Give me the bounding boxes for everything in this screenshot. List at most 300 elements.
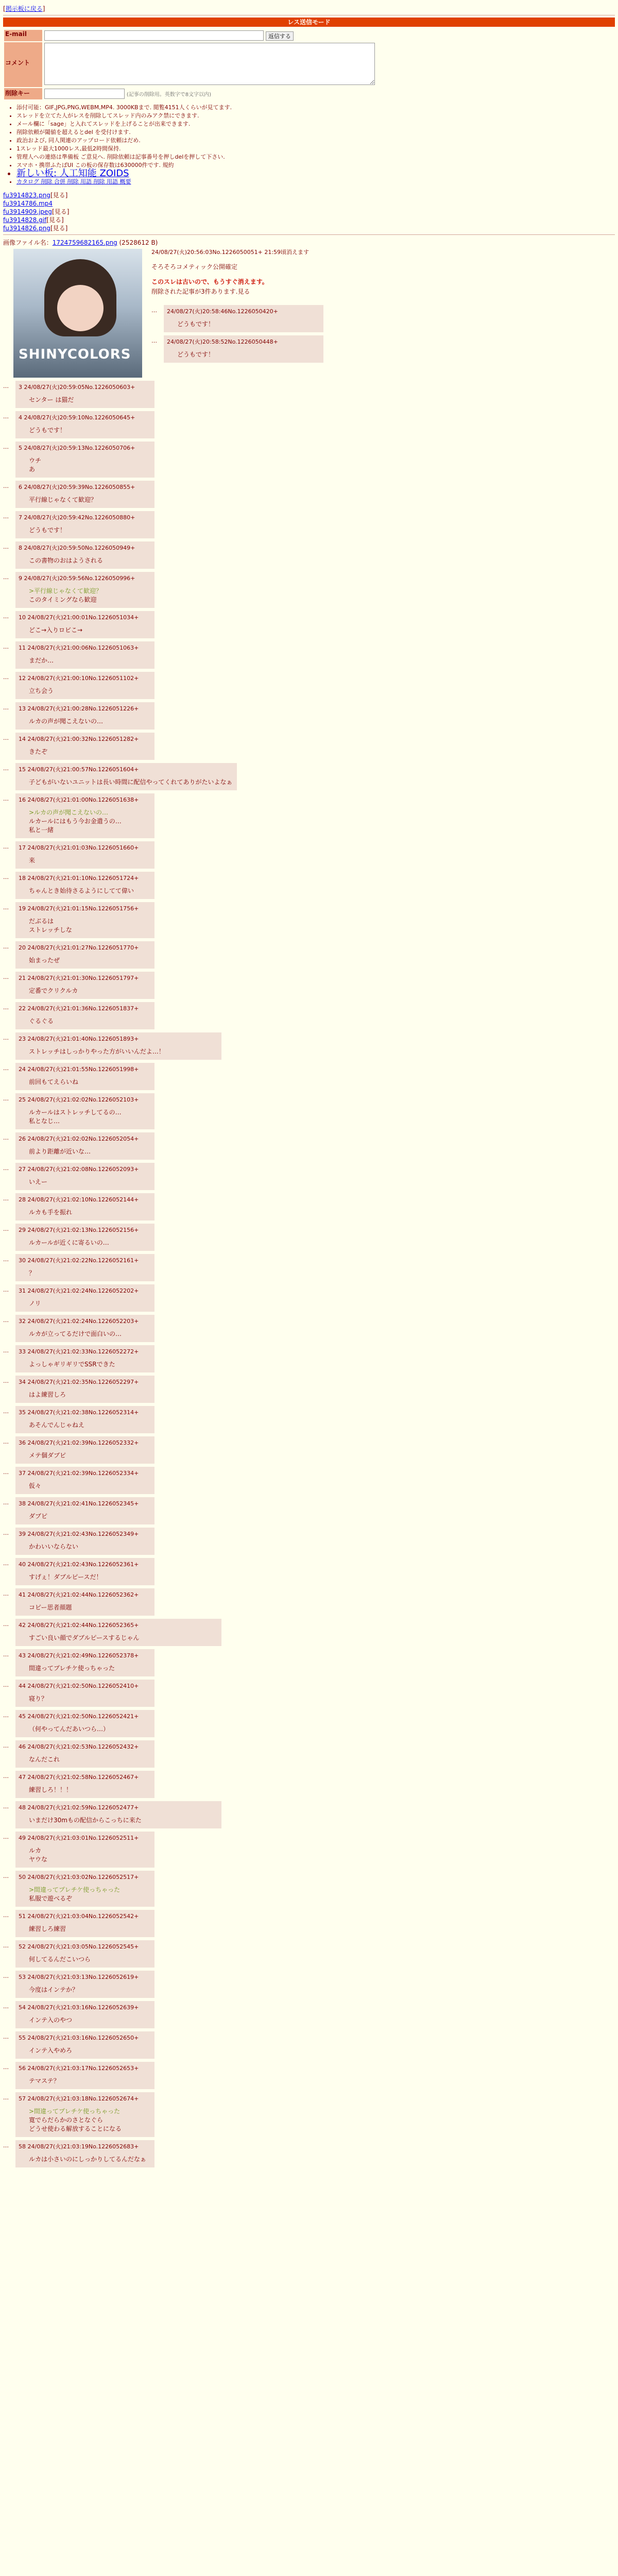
reply-post: [3, 763, 615, 790]
reply-box: [15, 1619, 221, 1646]
reply-box: [15, 1558, 154, 1585]
reply-header[interactable]: 57 24/08/27(火)21:03:18No.1226052674+: [19, 2095, 139, 2102]
reply-header[interactable]: 25 24/08/27(火)21:02:02No.1226052103+: [19, 1096, 139, 1103]
reply-post: [3, 1832, 615, 1868]
reply-indent: …: [3, 1378, 9, 1384]
reply-text: ストレッチはしっかりやった方がいいんだよ…！: [29, 1048, 165, 1055]
reply-box: [15, 1436, 154, 1464]
reply-header[interactable]: 30 24/08/27(火)21:02:22No.1226052161+: [19, 1257, 139, 1264]
reply-form: [3, 29, 377, 100]
reply-box: [15, 1910, 154, 1937]
reply-header[interactable]: 48 24/08/27(火)21:02:59No.1226052477+: [19, 1804, 139, 1811]
reply-indent: …: [3, 735, 9, 741]
reply-text: どうもです！: [177, 351, 215, 358]
submit-reply-button[interactable]: 返信する: [266, 31, 294, 41]
reply-text: いまだけ30mもの配信からこっちに来た: [29, 1817, 142, 1824]
reply-header[interactable]: 24/08/27(火)20:58:52No.1226050448+: [167, 338, 278, 345]
reply-text: （何やってんだあいつら…）: [29, 1725, 110, 1733]
reply-post: [3, 1528, 615, 1555]
rule-item: • メール欄に「sage」と入れてスレッドを上げることが出来できます.: [16, 120, 615, 128]
reply-header[interactable]: 41 24/08/27(火)21:02:44No.1226052362+: [19, 1591, 139, 1598]
op-line: そろそろコメティック公開確定: [151, 263, 238, 270]
reply-header[interactable]: 40 24/08/27(火)21:02:43No.1226052361+: [19, 1561, 139, 1568]
thumb-face-shape: [57, 285, 104, 331]
reply-text: 寝り？: [29, 1695, 48, 1702]
rule-item: • 管理人への連絡は準備板 ご意見へ. 削除依頼は記事番号を押しdelを押して下さい.: [16, 153, 615, 161]
reply-indent: …: [3, 1165, 9, 1172]
reply-box: [15, 672, 154, 699]
reply-text: どうもです！: [177, 320, 215, 328]
uploaded-files-list: [3, 191, 615, 232]
rule-item: • スレッドを立てた人がレスを削除してスレッド内のみアク禁にできます.: [16, 112, 615, 120]
reply-indent: …: [3, 1803, 9, 1810]
reply-post: [3, 1910, 615, 1937]
reply-text: いえー: [29, 1178, 48, 1185]
reply-post: [3, 1558, 615, 1585]
reply-mode-bar: レス送信モード: [3, 18, 615, 27]
reply-box: [15, 381, 154, 408]
reply-text: ウチ あ: [29, 457, 42, 473]
reply-indent: …: [3, 1682, 9, 1688]
reply-header[interactable]: 9 24/08/27(火)20:59:56No.1226050996+: [19, 575, 135, 582]
reply-text: すごい良い顔でダブルピースするじゃん: [29, 1634, 140, 1641]
reply-post: [3, 1254, 615, 1281]
reply-header[interactable]: 54 24/08/27(火)21:03:16No.1226052639+: [19, 2004, 139, 2011]
reply-text: ルカは小さいのにしっかりしてるんだなぁ: [29, 2156, 147, 2163]
reply-post: [3, 972, 615, 999]
reply-indent: …: [3, 795, 9, 802]
reply-text: 仮々: [29, 1482, 42, 1489]
reply-text: 平行線じゃなくて歓迎？: [29, 496, 97, 503]
file-row: [3, 199, 615, 208]
reply-text: このタイミングなら歓迎: [29, 596, 97, 603]
reply-box: [15, 1940, 154, 1968]
reply-post: [3, 1497, 615, 1524]
reply-header[interactable]: 50 24/08/27(火)21:03:02No.1226052517+: [19, 1874, 139, 1880]
reply-header[interactable]: 42 24/08/27(火)21:02:44No.1226052365+: [19, 1622, 139, 1629]
reply-text: ノリ: [29, 1300, 41, 1307]
reply-box: [15, 1284, 154, 1312]
reply-indent: …: [3, 643, 9, 650]
reply-indent: …: [3, 1226, 9, 1232]
reply-indent: …: [3, 1317, 9, 1324]
reply-indent: …: [3, 574, 9, 581]
reply-post: [3, 1467, 615, 1494]
reply-box: [15, 2001, 154, 2028]
reply-indent: …: [3, 674, 9, 681]
op-header: 24/08/27(火)20:56:03No.1226050051+ 21:59頃消えます: [151, 249, 310, 256]
reply-box: [15, 1680, 154, 1707]
reply-header[interactable]: 18 24/08/27(火)21:01:10No.1226051724+: [19, 875, 139, 882]
reply-post: [3, 1588, 615, 1616]
reply-box: [15, 872, 154, 899]
reply-text: ルカが立ってるだけで面白いの…: [29, 1330, 122, 1337]
reply-header[interactable]: 52 24/08/27(火)21:03:05No.1226052545+: [19, 1943, 139, 1950]
catalog-links-line: [16, 178, 615, 186]
reply-header[interactable]: 53 24/08/27(火)21:03:13No.1226052619+: [19, 1974, 139, 1980]
shinycolors-logo: SHINYCOLORS: [19, 347, 131, 362]
reply-indent: …: [3, 1408, 9, 1415]
reply-text: 子どもがいないユニットは長い時間に配信やってくれてありがたいよなぁ: [29, 778, 233, 786]
reply-text: ダブピ: [29, 1513, 48, 1520]
file-link[interactable]: fu3914909.jpeg: [3, 208, 53, 215]
reply-box: [15, 1002, 154, 1029]
reply-header[interactable]: 11 24/08/27(火)21:00:06No.1226051063+: [19, 645, 139, 651]
reply-indent: …: [3, 1499, 9, 1506]
reply-box: [15, 841, 154, 869]
reply-indent: …: [3, 1095, 9, 1102]
reply-box: [15, 2031, 154, 2059]
reply-header[interactable]: 20 24/08/27(火)21:01:27No.1226051770+: [19, 944, 139, 951]
reply-indent: …: [3, 765, 9, 772]
reply-post: [3, 1163, 615, 1190]
reply-text: 定番でクリクルカ: [29, 987, 78, 994]
email-field[interactable]: [44, 30, 264, 41]
reply-box: [15, 572, 154, 608]
reply-box: [15, 1032, 221, 1060]
file-link[interactable]: fu3914826.png: [3, 225, 50, 232]
file-row: [3, 216, 615, 224]
reply-post: [3, 2092, 615, 2137]
reply-header[interactable]: 32 24/08/27(火)21:02:24No.1226052203+: [19, 1318, 139, 1325]
reply-header[interactable]: 51 24/08/27(火)21:03:04No.1226052542+: [19, 1913, 139, 1920]
reply-box: [15, 1406, 154, 1433]
reply-quote: >間違ってプレチケ使っちゃった: [29, 2108, 121, 2115]
reply-post: [151, 305, 615, 332]
reply-header[interactable]: 55 24/08/27(火)21:03:16No.1226052650+: [19, 2035, 139, 2041]
reply-text: なんだこれ: [29, 1756, 60, 1763]
reply-quote: >ルカの声が聞こえないの…: [29, 809, 109, 816]
file-view-link[interactable]: [見る]: [50, 192, 68, 199]
reply-box: [15, 1832, 154, 1868]
reply-header[interactable]: 46 24/08/27(火)21:02:53No.1226052432+: [19, 1743, 139, 1750]
file-link[interactable]: fu3914828.gif: [3, 216, 47, 224]
reply-indent: …: [3, 704, 9, 711]
reply-header[interactable]: 39 24/08/27(火)21:02:43No.1226052349+: [19, 1531, 139, 1537]
reply-box: [15, 1132, 154, 1160]
reply-post: [3, 1406, 615, 1433]
back-to-board-link[interactable]: 掲示板に戻る: [5, 5, 43, 12]
comment-label: コメント: [4, 42, 42, 87]
reply-box: [15, 1315, 154, 1342]
reply-box: [15, 1497, 154, 1524]
reply-header[interactable]: 34 24/08/27(火)21:02:35No.1226052297+: [19, 1379, 139, 1385]
reply-header[interactable]: 24/08/27(火)20:58:46No.1226050420+: [167, 308, 278, 315]
reply-text: 練習しろ！！！: [29, 1786, 73, 1793]
reply-indent: …: [3, 1712, 9, 1719]
reply-text: どうもです！: [29, 427, 66, 434]
reply-box: [15, 611, 154, 638]
reply-indent: …: [3, 1560, 9, 1567]
reply-indent: …: [3, 1347, 9, 1354]
reply-box: [15, 1528, 154, 1555]
reply-text: 今度はインテか？: [29, 1986, 79, 1993]
reply-indent: …: [3, 1834, 9, 1840]
reply-post: [3, 1649, 615, 1676]
op-deleted-note: 削除された記事が3件あります.見る: [151, 288, 250, 295]
new-boards-link[interactable]: 新しい板: 人工知能 ZOIDS: [16, 168, 129, 179]
reply-text: はよ練習しろ: [29, 1391, 66, 1398]
reply-post: [3, 1619, 615, 1646]
reply-post: [3, 1436, 615, 1464]
reply-text: よっしゃギリギリでSSRできた: [29, 1361, 115, 1368]
reply-header[interactable]: 36 24/08/27(火)21:02:39No.1226052332+: [19, 1439, 139, 1446]
reply-list: [3, 381, 615, 2167]
reply-box: [15, 702, 154, 730]
reply-header[interactable]: 4 24/08/27(火)20:59:10No.1226050645+: [19, 414, 135, 421]
reply-header[interactable]: 29 24/08/27(火)21:02:13No.1226052156+: [19, 1227, 139, 1233]
op-side-replies: [151, 302, 615, 363]
reply-text: 練習しろ練習: [29, 1925, 66, 1933]
reply-box: [164, 305, 323, 332]
reply-box: [15, 1971, 154, 1998]
file-view-link[interactable]: [見る]: [46, 216, 64, 224]
op-expiry-warning: このスレは古いので、もうすぐ消えます。: [151, 278, 268, 285]
reply-box: [15, 1345, 154, 1372]
reply-post: [3, 1871, 615, 1907]
file-view-link[interactable]: [見る]: [50, 225, 68, 232]
reply-indent: …: [3, 2142, 9, 2149]
reply-post: [3, 1315, 615, 1342]
reply-text: 来: [29, 857, 36, 864]
reply-text: センター は猫だ: [29, 396, 74, 403]
reply-box: [15, 1871, 154, 1907]
reply-text: 前回もてえらいね: [29, 1078, 79, 1086]
reply-box: [15, 2062, 154, 2089]
reply-post: [3, 1971, 615, 1998]
file-row: [3, 191, 615, 199]
reply-indent: …: [3, 2094, 9, 2101]
reply-header[interactable]: 8 24/08/27(火)20:59:50No.1226050949+: [19, 545, 135, 551]
reply-text: ルカの声が聞こえないの…: [29, 718, 104, 725]
reply-header[interactable]: 37 24/08/27(火)21:02:39No.1226052334+: [19, 1470, 139, 1477]
reply-indent: …: [3, 1942, 9, 1949]
reply-text: ルカールはストレッチしてるの… 私となじ…: [29, 1109, 122, 1125]
rule-item: • スマホ・携帯ふたばUI この板の保存数は630000件です. 規約: [16, 161, 615, 170]
reply-text: まだか…: [29, 657, 54, 664]
reply-header[interactable]: 27 24/08/27(火)21:02:08No.1226052093+: [19, 1166, 139, 1173]
reply-indent: …: [151, 337, 157, 344]
reply-indent: …: [3, 413, 9, 420]
reply-indent: …: [3, 1912, 9, 1919]
file-link[interactable]: fu3914786.mp4: [3, 200, 53, 207]
reply-box: [15, 733, 154, 760]
reply-post: [3, 2031, 615, 2059]
reply-post: [3, 941, 615, 969]
reply-post: [3, 381, 615, 408]
reply-post: [3, 872, 615, 899]
reply-header[interactable]: 10 24/08/27(火)21:00:01No.1226051034+: [19, 614, 139, 621]
reply-post: [3, 2140, 615, 2167]
reply-indent: …: [3, 1469, 9, 1476]
reply-post: [3, 1801, 615, 1828]
reply-box: [15, 481, 154, 508]
reply-indent: …: [3, 904, 9, 911]
reply-header[interactable]: 24 24/08/27(火)21:01:55No.1226051998+: [19, 1066, 139, 1073]
email-label: E-mail: [4, 30, 42, 41]
reply-indent: …: [3, 483, 9, 489]
reply-header[interactable]: 7 24/08/27(火)20:59:42No.1226050880+: [19, 514, 135, 521]
reply-header[interactable]: 28 24/08/27(火)21:02:10No.1226052144+: [19, 1196, 139, 1203]
op-file-link[interactable]: 1724759682165.png: [52, 239, 117, 246]
reply-box: [15, 1467, 154, 1494]
reply-post: [3, 411, 615, 438]
reply-text: ルカールにはもう今お金遣うの… 私と一緒: [29, 818, 122, 834]
reply-header[interactable]: 43 24/08/27(火)21:02:49No.1226052378+: [19, 1652, 139, 1659]
reply-indent: …: [3, 613, 9, 620]
reply-indent: …: [3, 874, 9, 880]
reply-post: [3, 2062, 615, 2089]
reply-text: ルカールが近くに寄るいの…: [29, 1239, 109, 1246]
reply-quote: >間違ってプレチケ使っちゃった: [29, 1886, 121, 1893]
reply-text: すげぇ！ダブルピースだ！: [29, 1573, 102, 1581]
reply-indent: …: [3, 444, 9, 450]
reply-header[interactable]: 23 24/08/27(火)21:01:40No.1226051893+: [19, 1036, 139, 1042]
reply-indent: …: [3, 1004, 9, 1011]
reply-post: [3, 641, 615, 669]
reply-post: [3, 1093, 615, 1129]
reply-header[interactable]: 35 24/08/27(火)21:02:38No.1226052314+: [19, 1409, 139, 1416]
op-file-line: [3, 238, 615, 247]
reply-indent: …: [3, 1195, 9, 1202]
op-file-label: 画像ファイル名：: [3, 239, 53, 246]
delete-key-field[interactable]: [44, 89, 125, 99]
catalog-links[interactable]: カタログ 削除 合併 削除 用語 削除 用語 概要: [16, 178, 131, 185]
reply-text: きたぞ: [29, 748, 48, 755]
reply-box: [15, 1771, 154, 1798]
reply-indent: …: [3, 843, 9, 850]
reply-header[interactable]: 38 24/08/27(火)21:02:41No.1226052345+: [19, 1500, 139, 1507]
reply-header[interactable]: 22 24/08/27(火)21:01:36No.1226051837+: [19, 1005, 139, 1012]
reply-post: [3, 1710, 615, 1737]
reply-box: [15, 941, 154, 969]
reply-box: [15, 1710, 154, 1737]
reply-text: コピー思者顔題: [29, 1604, 72, 1611]
reply-box: [15, 411, 154, 438]
reply-post: [3, 841, 615, 869]
rule-item: • 添付可能：GIF,JPG,PNG,WEBM,MP4. 3000KBまで. 閲覧4151人くらいが見てます.: [16, 104, 615, 112]
reply-indent: …: [3, 1065, 9, 1072]
op-thumbnail-image[interactable]: [13, 249, 142, 378]
original-post: [3, 238, 615, 363]
reply-box: [15, 1801, 221, 1828]
reply-header[interactable]: 47 24/08/27(火)21:02:58No.1226052467+: [19, 1774, 139, 1781]
reply-text: 何してるんだこいつら: [29, 1956, 91, 1963]
op-file-size: (2528612 B): [119, 239, 158, 246]
reply-post: [151, 335, 615, 363]
reply-header[interactable]: 21 24/08/27(火)21:01:30No.1226051797+: [19, 975, 139, 981]
reply-post: [3, 793, 615, 838]
reply-text: ちゃんとき始待さるようにしてて偉い: [29, 887, 134, 894]
rule-item: • 政治および, 同人関連のアップロード依頼はだめ.: [16, 137, 615, 145]
reply-text: テマステ？: [29, 2077, 60, 2084]
reply-post: [3, 511, 615, 538]
reply-header[interactable]: 58 24/08/27(火)21:03:19No.1226052683+: [19, 2143, 139, 2150]
reply-indent: …: [3, 1651, 9, 1658]
reply-indent: …: [3, 1873, 9, 1879]
reply-text: どこ→入りロビこ→: [29, 626, 83, 634]
back-link-row: [掲示板に戻る]: [3, 5, 45, 12]
reply-text: ルカ ヤウな: [29, 1847, 48, 1863]
reply-indent: …: [151, 307, 157, 314]
reply-post: [3, 572, 615, 608]
delkey-note: (記事の削除用。英数字で8文字以内): [126, 92, 211, 98]
reply-post: [3, 1345, 615, 1372]
reply-text: インテ入やめろ: [29, 2047, 73, 2054]
reply-header[interactable]: 14 24/08/27(火)21:00:32No.1226051282+: [19, 736, 139, 742]
reply-header[interactable]: 17 24/08/27(火)21:01:03No.1226051660+: [19, 844, 139, 851]
reply-post: [3, 1940, 615, 1968]
reply-header[interactable]: 5 24/08/27(火)20:59:13No.1226050706+: [19, 445, 135, 451]
file-row: [3, 224, 615, 232]
reply-header[interactable]: 49 24/08/27(火)21:03:01No.1226052511+: [19, 1835, 139, 1841]
reply-post: [3, 1740, 615, 1768]
reply-box: [15, 1376, 154, 1403]
reply-header[interactable]: 15 24/08/27(火)21:00:57No.1226051604+: [19, 766, 139, 773]
reply-indent: …: [3, 974, 9, 980]
reply-header[interactable]: 6 24/08/27(火)20:59:39No.1226050855+: [19, 484, 135, 490]
reply-header[interactable]: 45 24/08/27(火)21:02:50No.1226052421+: [19, 1713, 139, 1720]
reply-indent: …: [3, 1973, 9, 1979]
reply-header[interactable]: 19 24/08/27(火)21:01:15No.1226051756+: [19, 905, 139, 912]
reply-header[interactable]: 12 24/08/27(火)21:00:10No.1226051102+: [19, 675, 139, 682]
reply-text: ？: [29, 1269, 36, 1277]
reply-post: [3, 611, 615, 638]
reply-header[interactable]: 56 24/08/27(火)21:03:17No.1226052653+: [19, 2065, 139, 2072]
reply-post: [3, 1771, 615, 1798]
reply-post: [3, 1193, 615, 1221]
reply-indent: …: [3, 1773, 9, 1780]
reply-post: [3, 1680, 615, 1707]
reply-box: [15, 1093, 154, 1129]
board-rules-list: [16, 104, 615, 186]
reply-box: [15, 641, 154, 669]
reply-post: [3, 541, 615, 569]
reply-header[interactable]: 33 24/08/27(火)21:02:33No.1226052272+: [19, 1348, 139, 1355]
reply-indent: …: [3, 383, 9, 389]
reply-indent: …: [3, 1438, 9, 1445]
reply-header[interactable]: 44 24/08/27(火)21:02:50No.1226052410+: [19, 1683, 139, 1689]
reply-header[interactable]: 26 24/08/27(火)21:02:02No.1226052054+: [19, 1136, 139, 1142]
file-view-link[interactable]: [見る]: [52, 208, 70, 215]
reply-text: 立ち会う: [29, 687, 54, 694]
comment-textarea[interactable]: [44, 43, 375, 85]
reply-header[interactable]: 3 24/08/27(火)20:59:05No.1226050603+: [19, 384, 135, 391]
reply-text: かわいいならない: [29, 1543, 79, 1550]
reply-box: [15, 1193, 154, 1221]
reply-text: どうもです！: [29, 527, 66, 534]
reply-header[interactable]: 13 24/08/27(火)21:00:28No.1226051226+: [19, 705, 139, 712]
reply-post: [3, 1002, 615, 1029]
reply-box: [15, 902, 154, 938]
reply-text: ぐるぐる: [29, 1018, 54, 1025]
reply-indent: …: [3, 2064, 9, 2071]
reply-header[interactable]: 31 24/08/27(火)21:02:24No.1226052202+: [19, 1287, 139, 1294]
reply-indent: …: [3, 1530, 9, 1536]
reply-indent: …: [3, 1590, 9, 1597]
reply-quote: >平行線じゃなくて歓迎？: [29, 587, 102, 595]
reply-header[interactable]: 16 24/08/27(火)21:01:00No.1226051638+: [19, 796, 139, 803]
reply-box: [15, 1588, 154, 1616]
reply-indent: …: [3, 1621, 9, 1628]
reply-box: [164, 335, 323, 363]
reply-post: [3, 1224, 615, 1251]
reply-indent: …: [3, 1286, 9, 1293]
reply-indent: …: [3, 544, 9, 550]
file-link[interactable]: fu3914823.png: [3, 192, 50, 199]
reply-text: この書物のおはようされる: [29, 557, 104, 564]
reply-box: [15, 1740, 154, 1768]
